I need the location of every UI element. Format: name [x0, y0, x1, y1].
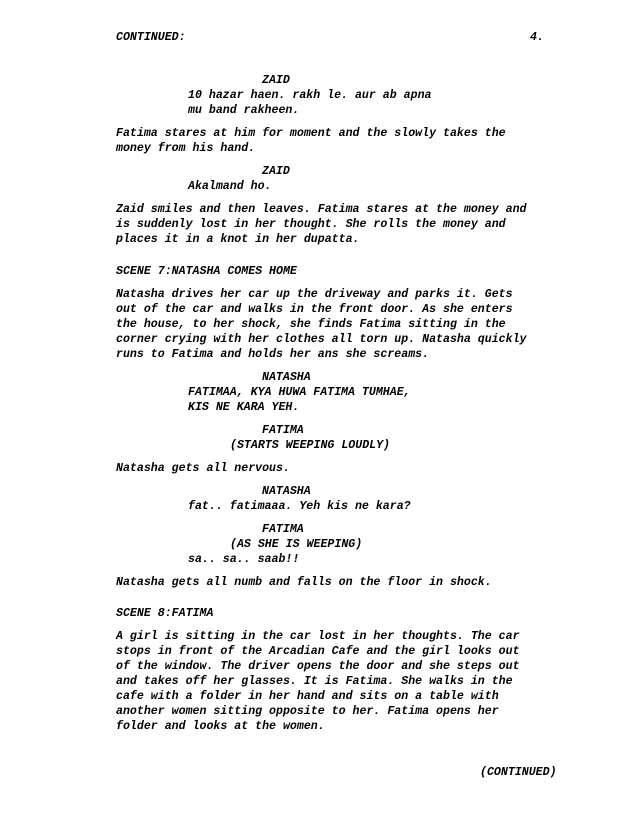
action-line: Fatima stares at him for moment and the slowly takes the [116, 127, 506, 140]
action-line: another women sitting opposite to her. Fatima opens her [116, 705, 499, 718]
character-name: FATIMA [262, 424, 304, 437]
dialogue-line: mu band rakheen. [188, 104, 300, 117]
character-name: ZAID [262, 74, 290, 87]
action-line: stops in front of the Arcadian Cafe and the girl looks out [116, 645, 520, 658]
action-line: corner crying with her clothes all torn up. Natasha quickly [116, 333, 527, 346]
character-name: FATIMA [262, 523, 304, 536]
dialogue-line: sa.. sa.. saab!! [188, 553, 300, 566]
dialogue-line: FATIMAA, KYA HUWA FATIMA TUMHAE, [188, 386, 411, 399]
action-line: the house, to her shock, she finds Fatima sitting in the [116, 318, 506, 331]
dialogue-line: Akalmand ho. [188, 180, 272, 193]
scene-heading: SCENE 7:NATASHA COMES HOME [116, 265, 297, 278]
character-name: ZAID [262, 165, 290, 178]
dialogue-line: fat.. fatimaaa. Yeh kis ne kara? [188, 500, 411, 513]
footer-continued: (CONTINUED) [480, 766, 557, 779]
scene-heading: SCENE 8:FATIMA [116, 607, 214, 620]
action-line: cafe with a folder in her hand and sits on a table with [116, 690, 499, 703]
action-line: is suddenly lost in her thought. She rolls the money and [116, 218, 506, 231]
action-line: Zaid smiles and then leaves. Fatima stares at the money and [116, 203, 527, 216]
parenthetical: (AS SHE IS WEEPING) [230, 538, 363, 551]
action-line: folder and looks at the women. [116, 720, 325, 733]
action-line: A girl is sitting in the car lost in her thoughts. The car [116, 630, 520, 643]
action-line: and takes off her glasses. It is Fatima. She walks in the [116, 675, 513, 688]
header-continued: CONTINUED: [116, 31, 186, 44]
dialogue-line: 10 hazar haen. rakh le. aur ab apna [188, 89, 432, 102]
action-line: money from his hand. [116, 142, 256, 155]
action-line: Natasha drives her car up the driveway and parks it. Gets [116, 288, 513, 301]
parenthetical: (STARTS WEEPING LOUDLY) [230, 439, 391, 452]
action-line: of the window. The driver opens the door and she steps out [116, 660, 520, 673]
character-name: NATASHA [262, 371, 311, 384]
character-name: NATASHA [262, 485, 311, 498]
action-line: out of the car and walks in the front door. As she enters [116, 303, 513, 316]
action-line: Natasha gets all nervous. [116, 462, 290, 475]
dialogue-line: KIS NE KARA YEH. [188, 401, 300, 414]
action-line: places it in a knot in her dupatta. [116, 233, 360, 246]
page-number: 4. [530, 31, 544, 44]
action-line: runs to Fatima and holds her ans she screams. [116, 348, 430, 361]
action-line: Natasha gets all numb and falls on the floor in shock. [116, 576, 492, 589]
